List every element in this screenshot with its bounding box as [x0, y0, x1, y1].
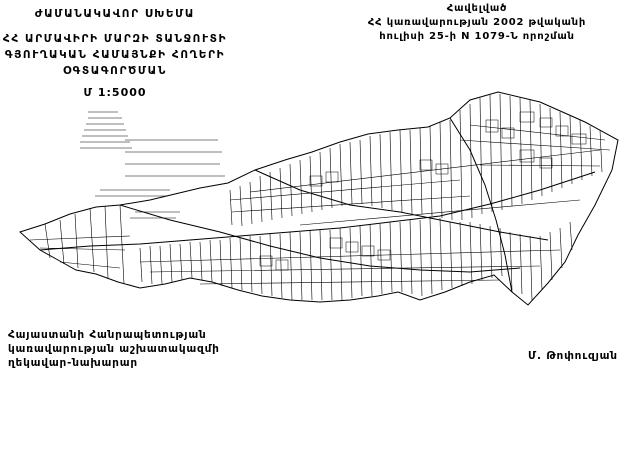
signature-left-line-2: կառավարության աշխատակազմի [8, 343, 220, 355]
approval-line-2: ՀՀ կառավարության 2002 թվականի [367, 17, 587, 28]
map-title-line-3: ԳՅՈՒՂԱԿԱՆ ՀԱՄԱՅՆՔԻ ՀՈՂԵՐԻ [4, 49, 226, 61]
map-title-line-2: ՀՀ ԱՐՄԱՎԻՐԻ ՄԱՐԶԻ ՏԱՆՋՈՒՏԻ [2, 33, 228, 45]
approval-note [352, 2, 602, 44]
map-scale: Մ 1:5000 [83, 86, 147, 99]
approval-line-3: հուլիսի 25-ի N 1079-Ն որոշման [379, 31, 575, 42]
legend-lines [80, 112, 225, 218]
signature-block-left [8, 328, 220, 370]
map-title-line-4: ՕԳՏԱԳՈՐԾՄԱՆ [63, 65, 167, 77]
parcel-hatching [140, 94, 610, 300]
signatory-name: Մ. Թոփուզյան [528, 350, 618, 362]
approval-line-1: Հավելված [446, 3, 508, 14]
signature-left-line-1: Հայաստանի Հանրապետության [8, 329, 207, 341]
map-title-line-1: ԺԱՄԱՆԱԿԱՎՈՐ ՍԽԵՄԱ [34, 8, 196, 20]
signature-left-line-3: ղեկավար-նախարար [8, 357, 138, 369]
map-title-block [0, 6, 230, 79]
